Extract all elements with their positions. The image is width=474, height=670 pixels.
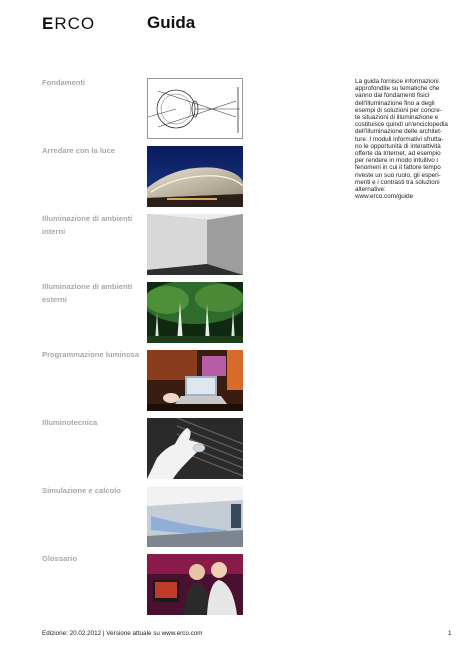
laptop-programming-icon (147, 350, 243, 411)
thumb-trees-outdoor[interactable] (147, 282, 243, 343)
section-label-illuminotecnica[interactable]: Illuminotecnica (42, 418, 98, 427)
section-label-esterni[interactable]: Illuminazione di ambienti esterni (42, 282, 133, 304)
eye-diagram-icon (148, 79, 243, 139)
interior-wall-icon (147, 214, 243, 275)
logo-rest: RCO (54, 14, 96, 33)
footer-edition: Edizione: 20.02.2012 | Versione attuale su www.erco.com (42, 630, 203, 637)
erco-logo (42, 14, 95, 34)
page-number: 1 (448, 630, 452, 637)
guide-description: La guida fornisce informazioni approfondite su tematiche che vanno dai fondamenti fisici dell'illuminazione fino a degli esempi di soluzioni per concre- te situazioni di illuminazione e costituisce quindi un'enciclopedia dell'illuminazione delle architet- ture. I moduli informativi sfrutta- no le opportunità di interattività offerte da Internet, ad esempio per rendere in modo intuitivo i fenomeni in cui il fattore tempo riveste un suo ruolo, gli esperi- menti e i contrasti tra soluzioni alternative: www.erco.com/guide (355, 78, 448, 201)
section-label-programmazione[interactable]: Programmazione luminosa (42, 350, 140, 359)
gloved-hand-icon (147, 418, 243, 479)
thumb-people-screen[interactable] (147, 554, 243, 615)
thumb-laptop-programming[interactable] (147, 350, 243, 411)
section-label-arredare[interactable]: Arredare con la luce (42, 146, 116, 155)
section-label-simulazione[interactable]: Simulazione e calcolo (42, 486, 121, 495)
section-label-glossario[interactable]: Glossario (42, 554, 78, 563)
people-screen-icon (147, 554, 243, 615)
section-label-interni[interactable]: Illuminazione di ambienti interni (42, 214, 133, 236)
thumb-eye-diagram[interactable] (147, 78, 243, 139)
illuminated-building-icon (147, 146, 243, 207)
section-label-fondamenti[interactable]: Fondamenti (42, 78, 86, 87)
thumb-gloved-hand[interactable] (147, 418, 243, 479)
simulated-interior-icon (147, 486, 243, 547)
trees-outdoor-icon (147, 282, 243, 343)
thumb-simulated-interior[interactable] (147, 486, 243, 547)
thumb-illuminated-building[interactable] (147, 146, 243, 207)
logo-e: E (42, 14, 55, 33)
page-title: Guida (147, 13, 196, 32)
thumb-interior-wall[interactable] (147, 214, 243, 275)
